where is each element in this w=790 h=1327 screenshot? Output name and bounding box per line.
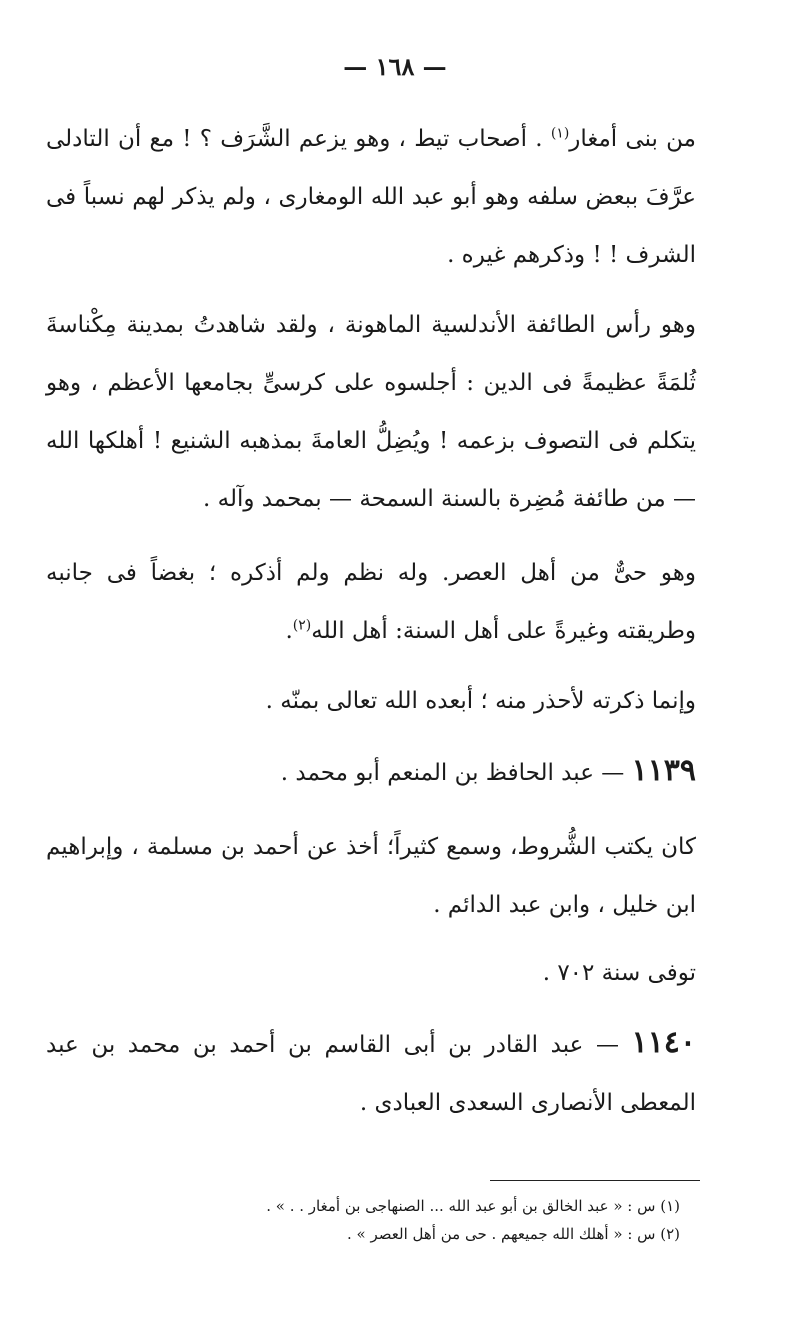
paragraph-text: وهو حىٌّ من أهل العصر. وله نظم ولم أذكره ؛ بغضاً فى جانبه وطريقته وغيرةً على أهل السنة: أهل الله$^{(٢)}$.: [46, 560, 696, 644]
entry-heading: [46, 1014, 696, 1132]
entry-1139: [46, 742, 696, 802]
paragraph-4: [46, 672, 696, 730]
paragraph-2: [46, 296, 696, 528]
paragraph-text: كان يكتب الشُّروط، وسمع كثيراً؛ أخذ عن أحمد بن مسلمة ، وإبراهيم ابن خليل ، وابن عبد الدائم .: [46, 834, 696, 918]
footnote-ref-1[interactable]: (١): [550, 125, 570, 142]
paragraph-text: وإنما ذكرته لأحذر منه ؛ أبعده الله تعالى بمنّه .: [265, 688, 696, 714]
entry-1140: [46, 1014, 696, 1132]
entry-heading: [46, 742, 696, 802]
paragraph-1: [46, 110, 696, 284]
footnote-divider: [490, 1180, 700, 1181]
footnotes: [140, 1192, 680, 1248]
entry-number: ١١٣٩: [631, 753, 696, 788]
paragraph-6: [46, 818, 696, 934]
entry-number: ١١٤٠: [631, 1025, 696, 1060]
paragraph-text: وهو رأس الطائفة الأندلسية الماهونة ، ولقد شاهدتُ بمدينة مِكْناسةَ ثُلمَةً عظيمةً فى الدين : أجلسوه على كرسىٍّ بجامعها الأعظم ، وهو يتكلم فى التصوف بزعمه ! ويُضِلُّ العامةَ بمذهبه الشنيع ! أهلكها الله — من طائفة مُضِرة بالسنة السمحة — بمحمد وآله .: [46, 312, 696, 512]
entry-title: — عبد القادر بن أبى القاسم بن أحمد بن محمد بن عبد المعطى الأنصارى السعدى العبادى .: [46, 1032, 696, 1116]
footnote-1: (١) س : « عبد الخالق بن أبو عبد الله ... الصنهاجى بن أمغار . . » .: [266, 1197, 680, 1215]
paragraph-3: [46, 544, 696, 660]
footnote-2: (٢) س : « أهلك الله جميعهم . حى من أهل العصر » .: [347, 1225, 680, 1243]
paragraph-text: من بنى أمغار$^{(١)}$ . أصحاب تيط ، وهو يزعم الشَّرَف ؟ ! مع أن التادلى عرَّفَ ببعض سلفه وهو أبو عبد الله الومغارى ، ولم يذكر لهم نسباً فى الشرف ! ! وذكرهم غيره .: [46, 125, 696, 268]
footnote-ref-2[interactable]: (٢): [292, 617, 312, 634]
page-number: — ١٦٨ —: [343, 52, 447, 81]
paragraph-7: [46, 944, 696, 1002]
paragraph-text: توفى سنة ٧٠٢ .: [542, 960, 696, 986]
entry-title: — عبد الحافظ بن المنعم أبو محمد .: [280, 760, 632, 786]
